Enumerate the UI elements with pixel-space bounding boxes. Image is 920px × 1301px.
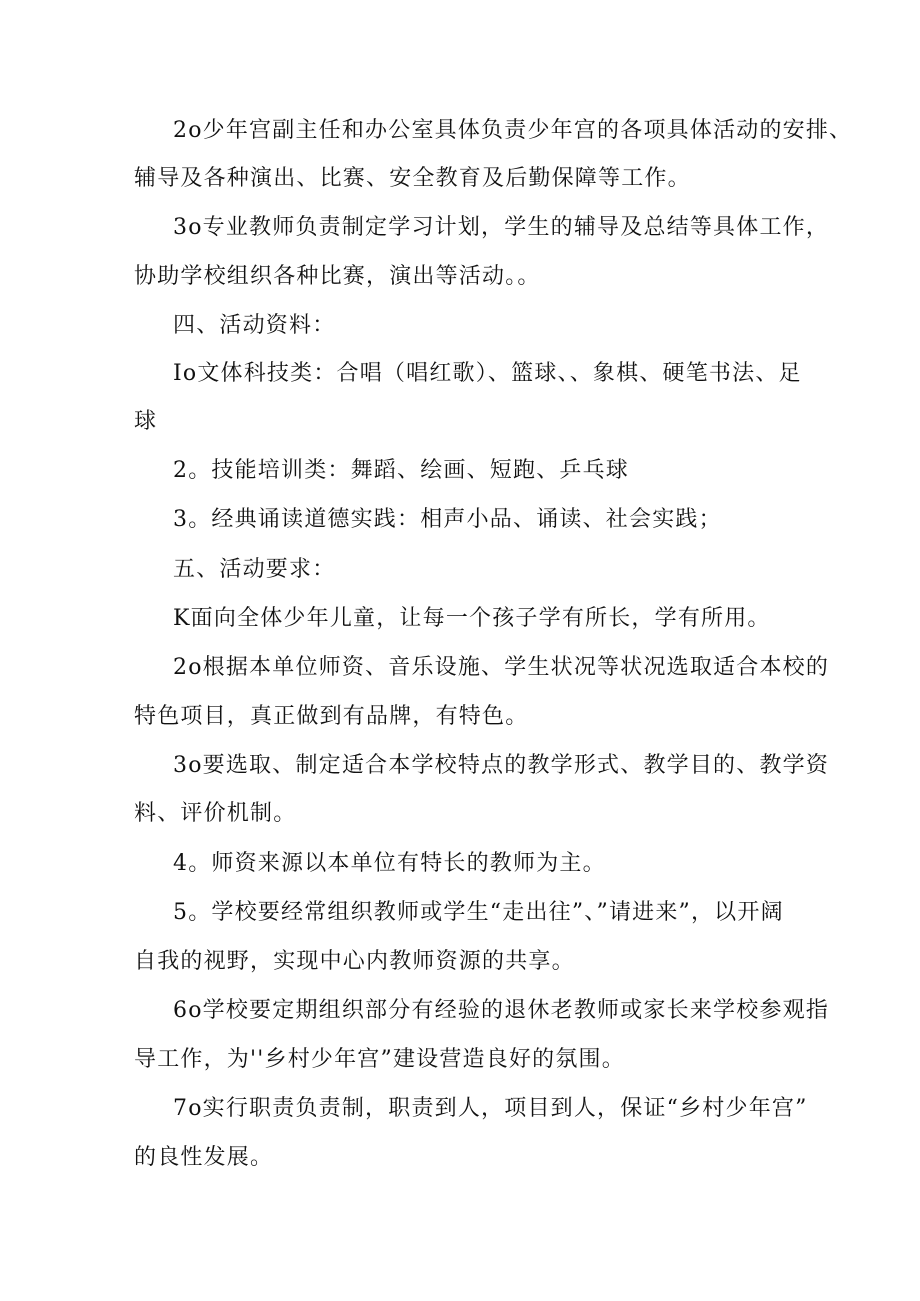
paragraph-2-line-2: 协助学校组织各种比赛，演出等活动。。 <box>134 264 541 289</box>
paragraph-11-line-1: 6o学校要定期组织部分有经验的退休老教师或家长来学校参观指 <box>173 998 830 1023</box>
paragraph-12-line-2: 的良性发展。 <box>134 1145 274 1170</box>
paragraph-3-line-2: 球 <box>134 409 158 434</box>
paragraph-5: 3。经典诵读道德实践：相声小品、诵读、社会实践； <box>173 507 722 532</box>
paragraph-9: 4。师资来源以本单位有特长的教师为主。 <box>173 851 606 876</box>
paragraph-1-line-2: 辅导及各种演出、比赛、安全教育及后勤保障等工作。 <box>134 166 691 191</box>
paragraph-1-line-1: 2o少年宫副主任和办公室具体负责少年宫的各项具体活动的安排、 <box>173 118 853 143</box>
paragraph-11-line-2: 导工作，为''乡村少年宫”建设营造良好的氛围。 <box>134 1047 625 1072</box>
paragraph-6: K面向全体少年儿童，让每一个孩子学有所长，学有所用。 <box>173 606 771 631</box>
paragraph-10-line-2: 自我的视野，实现中心内教师资源的共享。 <box>134 949 575 974</box>
paragraph-8-line-1: 3o要选取、制定适合本学校特点的教学形式、教学目的、教学资 <box>173 753 830 778</box>
section-heading-five: 五、活动要求： <box>173 557 336 582</box>
section-heading-four: 四、活动资料： <box>173 313 336 338</box>
paragraph-12-line-1: 7o实行职责负责制，职责到人，项目到人，保证“乡村少年宫” <box>173 1096 808 1121</box>
paragraph-2-line-1: 3o专业教师负责制定学习计划，学生的辅导及总结等具体工作， <box>173 215 830 240</box>
paragraph-10-line-1: 5。学校要经常组织教师或学生“走出往”、”请进来”，以开阔 <box>173 900 784 925</box>
paragraph-7-line-1: 2o根据本单位师资、音乐设施、学生状况等状况选取适合本校的 <box>173 655 830 680</box>
paragraph-4: 2。技能培训类：舞蹈、绘画、短跑、乒乓球 <box>173 458 629 483</box>
paragraph-3-line-1: Io文体科技类：合唱（唱红歌）、篮球、、象棋、硬笔书法、足 <box>173 361 802 386</box>
paragraph-7-line-2: 特色项目，真正做到有品牌，有特色。 <box>134 704 529 729</box>
paragraph-8-line-2: 料、评价机制。 <box>134 801 297 826</box>
